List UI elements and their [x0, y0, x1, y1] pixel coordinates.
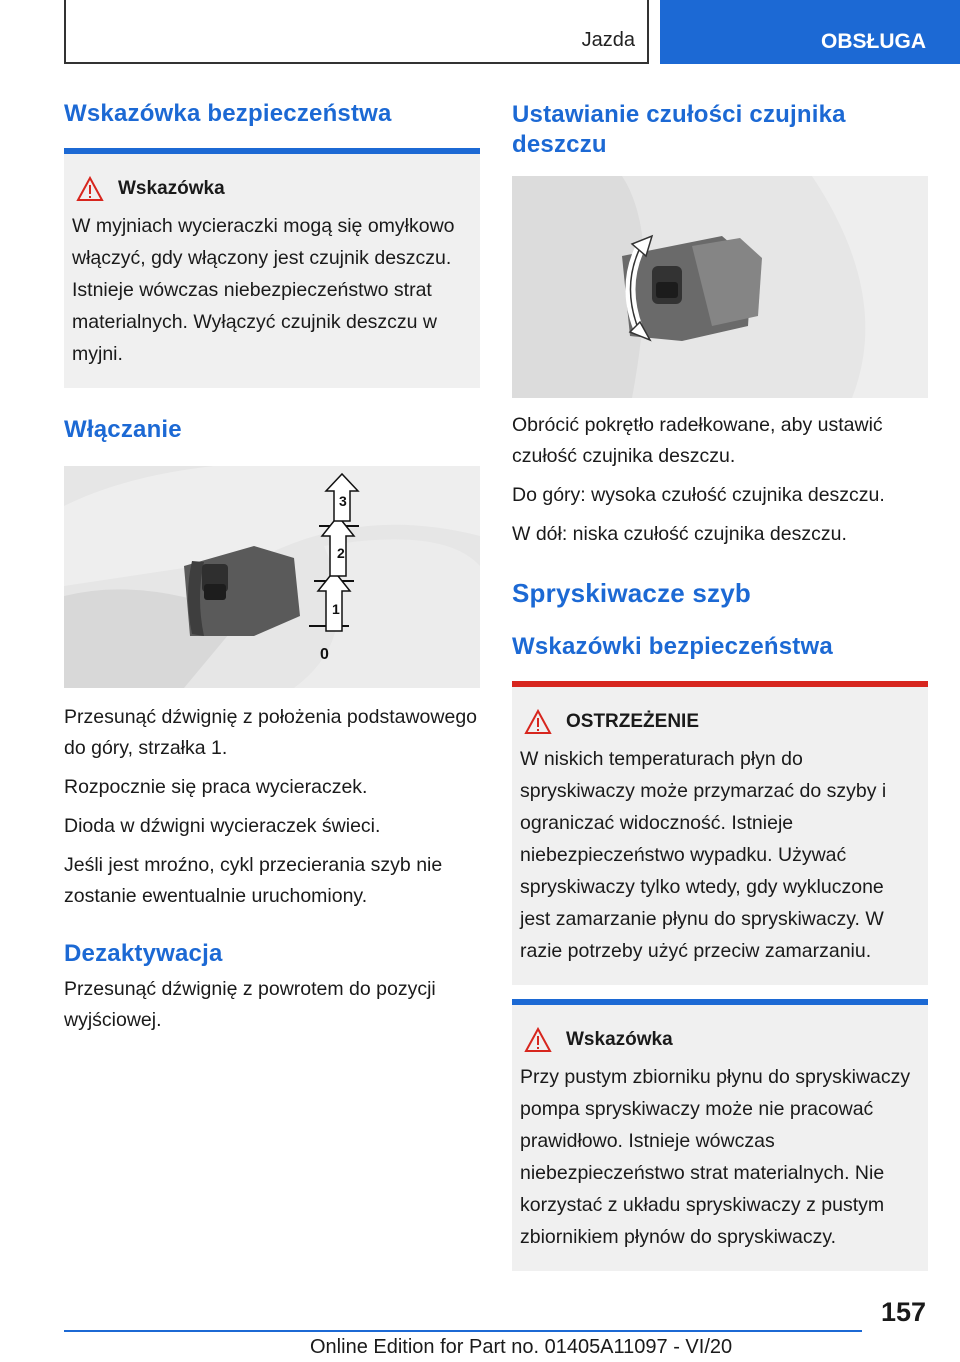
washers-heading: Spryskiwacze szyb: [512, 578, 751, 608]
on-paragraph: Jeśli jest mroźno, cykl przecierania szyb nie zostanie ewentualnie uruchomiony.: [64, 854, 443, 907]
note-label: Wskazówka: [118, 178, 225, 199]
sensitivity-paragraph: Do góry: wysoka czułość czujnika deszczu.: [512, 484, 885, 506]
arrow-label-1: 1: [332, 601, 340, 617]
warning-triangle-icon: [76, 176, 104, 202]
warning-triangle-icon: [524, 1027, 552, 1053]
arrow-label-2: 2: [337, 545, 345, 561]
warning-text: W niskich temperaturach płyn do spryskiwaczy może przymarzać do szyby i ograniczać widoczność. Istnieje niebezpieczeństwo wypadku. Używać spryskiwaczy tylko wtedy, gdy wykluczone jest zamarzanie płynu do spryskiwaczy. W razie potrzeby użyć przeciw zamarzaniu.: [520, 748, 887, 962]
off-paragraph: Przesunąć dźwignię z powrotem do pozycji wyjściowej.: [64, 978, 436, 1031]
on-paragraph: Dioda w dźwigni wycieraczek świeci.: [64, 815, 381, 837]
wiper-lever-figure: [64, 466, 480, 688]
on-paragraph: Przesunąć dźwignię z położenia podstawowego do góry, strzałka 1.: [64, 706, 478, 759]
note-label: Wskazówka: [566, 1029, 673, 1050]
warning-label: OSTRZEŻENIE: [566, 711, 700, 732]
sensitivity-heading: Ustawianie czułości czujnika deszczu: [512, 101, 846, 158]
warning-box: [512, 687, 928, 985]
on-heading: Włączanie: [64, 416, 182, 443]
footer-divider: [64, 1330, 862, 1332]
note-text: W myjniach wycieraczki mogą się omyłkowo włączyć, gdy włączony jest czujnik deszczu. Istnieje wówczas niebezpieczeństwo strat materialnych. Wyłączyć czujnik deszczu w myjni.: [72, 215, 455, 365]
left-column: [64, 100, 480, 1044]
sensitivity-wheel-illustration: [512, 176, 928, 398]
edition-footer: Online Edition for Part no. 01405A11097 - VI/20: [310, 1336, 733, 1358]
arrow-label-0: 0: [320, 646, 329, 663]
sensitivity-paragraph: W dół: niska czułość czujnika deszczu.: [512, 523, 847, 545]
section-tab: OBSŁUGA: [660, 0, 960, 64]
right-column: [512, 100, 928, 1271]
note-box: [512, 1005, 928, 1271]
chapter-title: Jazda: [581, 29, 635, 51]
sensitivity-paragraph: Obrócić pokrętło radełkowane, aby ustawić czułość czujnika deszczu.: [512, 414, 883, 467]
wiper-lever-illustration: [64, 466, 480, 688]
arrow-label-3: 3: [339, 493, 347, 509]
on-paragraph: Rozpocznie się praca wycieraczek.: [64, 776, 368, 798]
warning-triangle-icon: [524, 709, 552, 735]
off-heading: Dezaktywacja: [64, 940, 223, 967]
page-number: 157: [880, 1297, 926, 1327]
note-text: Przy pustym zbiorniku płynu do spryskiwaczy pompa spryskiwaczy może nie pracować prawidłowo. Istnieje wówczas niebezpieczeństwo strat materialnych. Nie korzystać z układu spryskiwaczy z pustym zbiornikiem płynów do spryskiwaczy.: [520, 1066, 911, 1248]
header-chapter-box: [64, 0, 649, 64]
washers-safety-heading: Wskazówki bezpieczeństwa: [512, 633, 833, 660]
note-box: [64, 154, 480, 388]
safety-heading: Wskazówka bezpieczeństwa: [64, 100, 392, 127]
sensitivity-figure: [512, 176, 928, 398]
